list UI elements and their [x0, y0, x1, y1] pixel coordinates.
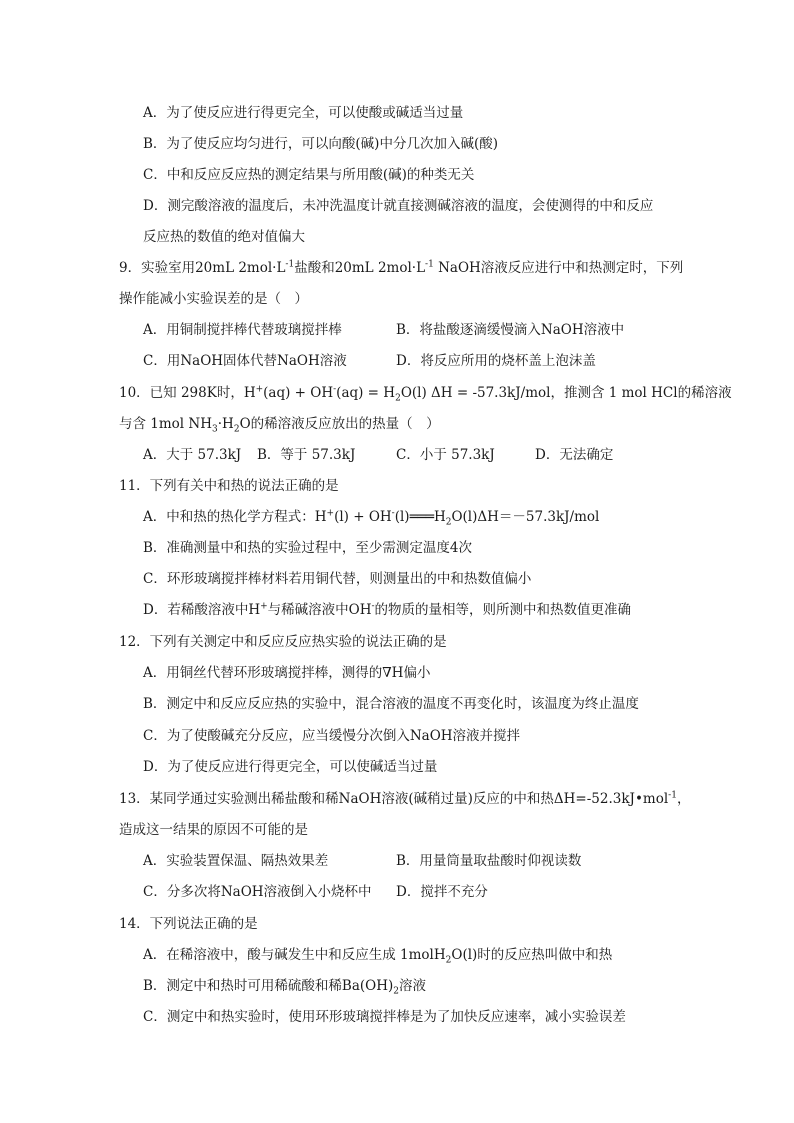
q13-option-b: B．用量筒量取盐酸时仰视读数 [396, 853, 582, 869]
q12-stem: 12．下列有关测定中和反应反应热实验的说法正确的是 [119, 634, 447, 650]
q13-stem-line2: 造成这一结果的原因不可能的是 [119, 822, 308, 838]
q10-option-d: D．无法确定 [535, 447, 614, 463]
q8-option-d-line1: D．测完酸溶液的温度后，未冲洗温度计就直接测碱溶液的温度，会使测得的中和反应 [143, 198, 654, 214]
q12-option-b: B．测定中和反应反应热的实验中，混合溶液的温度不再变化时，该温度为终止温度 [143, 696, 639, 712]
q9-option-b: B．将盐酸逐滴缓慢滴入NaOH溶液中 [396, 322, 625, 338]
q9-option-c: C．用NaOH固体代替NaOH溶液 [143, 353, 347, 369]
q14-option-b: B．测定中和热时可用稀硫酸和稀$Ba(OH)_2$溶液 [143, 978, 426, 997]
q9-stem-line1: 9．实验室用20mL $2mol\cdot L^{-1}$盐酸和20mL $2mol\cdot L^{-1}$ NaOH溶液反应进行中和热测定时，下列 [119, 259, 684, 276]
q9-option-a: A．用铜制搅拌棒代替玻璃搅拌棒 [143, 322, 342, 338]
q13-option-a: A．实验装置保温、隔热效果差 [143, 853, 329, 869]
q10-option-a: A．大于 57.3kJ [143, 447, 242, 463]
q14-option-c: C．测定中和热实验时，使用环形玻璃搅拌棒是为了加快反应速率，减小实验误差 [143, 1009, 626, 1025]
q10-stem-line2: 与含 1mol $NH_3\cdot H_2O$的稀溶液反应放出的热量（ ） [119, 416, 440, 435]
q10-option-b: B．等于 57.3kJ [257, 447, 356, 463]
q11-option-c: C．环形玻璃搅拌棒材料若用铜代替，则测量出的中和热数值偏小 [143, 571, 532, 587]
q9-option-d: D．将反应所用的烧杯盖上泡沫盖 [396, 353, 596, 369]
q13-option-c: C．分多次将NaOH溶液倒入小烧杯中 [143, 884, 372, 900]
q10-option-c: C．小于 57.3kJ [396, 447, 495, 463]
q9-stem-line2: 操作能减小实验误差的是（ ） [119, 291, 308, 307]
q8-option-a: A．为了使反应进行得更完全，可以使酸或碱适当过量 [143, 105, 464, 121]
q11-option-a: A．中和热的热化学方程式：$H^+(l) + OH^-(l)═══H_2O(l)\Delta H=-57.3kJ$/mol [143, 508, 600, 528]
q8-option-d-line2: 反应热的数值的绝对值偏大 [143, 229, 305, 245]
q13-stem-line1: 13．某同学通过实验测出稀盐酸和稀NaOH溶液(碱稍过量)反应的中和热ΔH=-52.3kJ•mol$^{-1}$， [119, 790, 691, 807]
q11-stem: 11．下列有关中和热的说法正确的是 [119, 478, 339, 494]
q11-option-b: B．准确测量中和热的实验过程中，至少需测定温度4次 [143, 540, 473, 556]
q12-option-d: D．为了使反应进行得更完全，可以使碱适当过量 [143, 759, 438, 775]
q12-option-a: A．用铜丝代替环形玻璃搅拌棒，测得的∇H偏小 [143, 665, 431, 681]
q8-option-c: C．中和反应反应热的测定结果与所用酸(碱)的种类无关 [143, 167, 475, 183]
q10-stem-line1: 10．已知 298K时，$H^+(aq) + OH^-(aq) = H_2O(l) \Delta H = -57.3kJ/mol$，推测含 1 mol HCl的稀溶液 [119, 384, 732, 404]
q14-option-a: A．在稀溶液中，酸与碱发生中和反应生成 1molH$_2$O(l)时的反应热叫做中和热 [143, 947, 613, 966]
q8-option-b: B．为了使反应均匀进行，可以向酸(碱)中分几次加入碱(酸) [143, 136, 498, 152]
q14-stem: 14．下列说法正确的是 [119, 916, 258, 932]
q12-option-c: C．为了使酸碱充分反应，应当缓慢分次倒入NaOH溶液并搅拌 [143, 728, 521, 744]
q11-option-d: D．若稀酸溶液中H+与稀碱溶液中OH-的物质的量相等，则所测中和热数值更准确 [143, 601, 632, 618]
q13-option-d: D．搅拌不充分 [396, 884, 488, 900]
